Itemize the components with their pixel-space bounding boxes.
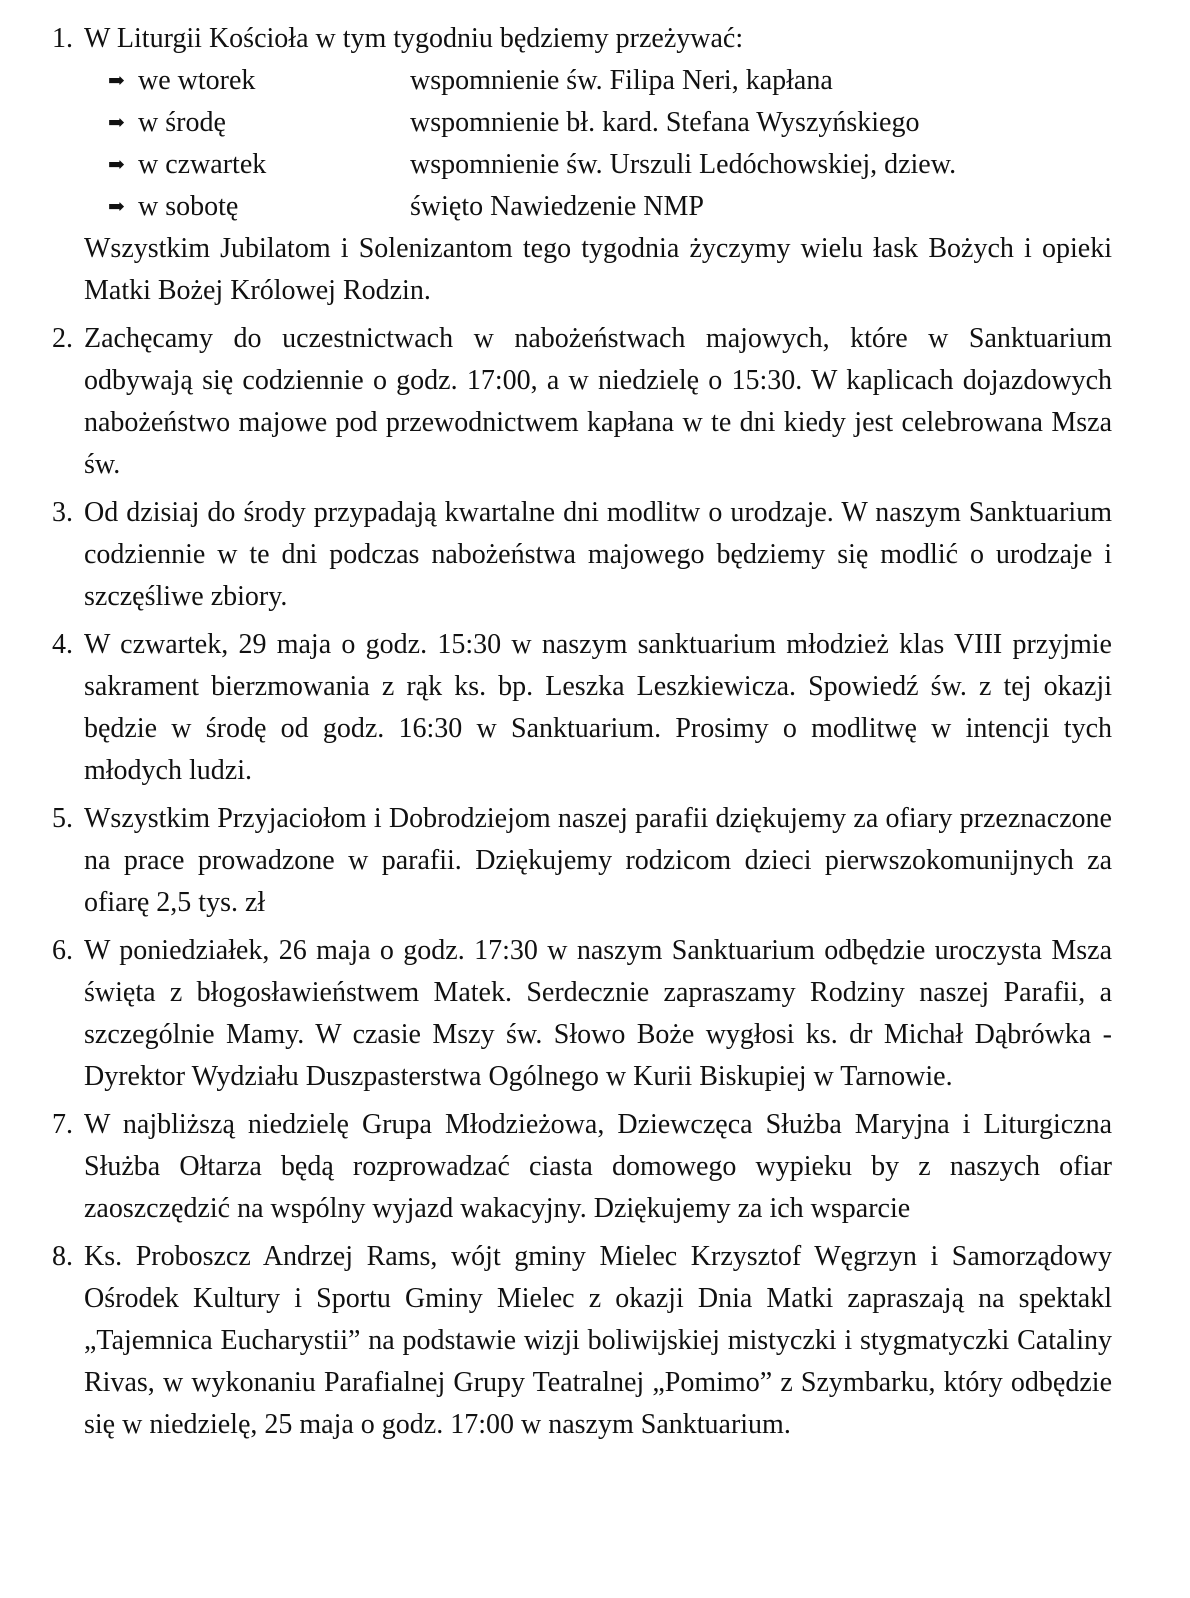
announcement-item-1	[0, 18, 1190, 312]
item-number: 6.	[52, 935, 73, 966]
day-label: we wtorek	[138, 65, 256, 96]
right-arrow-icon: ➡	[108, 70, 125, 92]
announcement-item-2	[0, 318, 1190, 486]
announcement-item-4	[0, 624, 1190, 792]
day-label: w środę	[138, 107, 226, 138]
event-label: wspomnienie św. Urszuli Ledóchowskiej, dziew.	[410, 149, 957, 180]
right-arrow-icon: ➡	[108, 112, 125, 134]
item-text: W czwartek, 29 maja o godz. 15:30 w naszym sanktuarium młodzież klas VIII przyjmie sakrament bierzmowania z rąk ks. bp. Leszka Leszkiewicza. Spowiedź św. z tej okazji będzie w środę od godz. 16:30 w Sanktuarium. Prosimy o modlitwę w intencji tych młodych ludzi.	[84, 629, 1112, 786]
announcement-item-5	[0, 798, 1190, 924]
item-number: 8.	[52, 1241, 73, 1272]
announcement-item-6	[0, 930, 1190, 1098]
announcement-item-7	[0, 1104, 1190, 1230]
item-text: Wszystkim Przyjaciołom i Dobrodziejom naszej parafii dziękujemy za ofiary przeznaczone na prace prowadzone w parafii. Dziękujemy rodzicom dzieci pierwszokomunijnych za ofiarę 2,5 tys. zł	[84, 803, 1112, 918]
item-text: W poniedziałek, 26 maja o godz. 17:30 w naszym Sanktuarium odbędzie uroczysta Msza święta z błogosławieństwem Matek. Serdecznie zapraszamy Rodziny naszej Parafii, a szczególnie Mamy. W czasie Mszy św. Słowo Boże wygłosi ks. dr Michał Dąbrówka - Dyrektor Wydziału Duszpasterstwa Ogólnego w Kurii Biskupiej w Tarnowie.	[84, 935, 1112, 1092]
announcements-document	[0, 18, 1190, 1452]
day-label: w czwartek	[138, 149, 267, 180]
event-label: święto Nawiedzenie NMP	[410, 191, 704, 222]
liturgy-day-row	[0, 186, 1190, 228]
item-text: Od dzisiaj do środy przypadają kwartalne dni modlitw o urodzaje. W naszym Sanktuarium codziennie w te dni podczas nabożeństwa majowego będziemy się modlić o urodzaje i szczęśliwe zbiory.	[84, 497, 1112, 612]
item-number: 3.	[52, 497, 73, 528]
item-number: 7.	[52, 1109, 73, 1140]
item-text: W najbliższą niedzielę Grupa Młodzieżowa, Dziewczęca Służba Maryjna i Liturgiczna Służba Ołtarza będą rozprowadzać ciasta domowego wypieku by z naszych ofiar zaoszczędzić na wspólny wyjazd wakacyjny. Dziękujemy za ich wsparcie	[84, 1109, 1112, 1224]
item-number: 5.	[52, 803, 73, 834]
item-text: Wszystkim Jubilatom i Solenizantom tego tygodnia życzymy wielu łask Bożych i opieki Matki Bożej Królowej Rodzin.	[84, 233, 1112, 306]
item-number: 4.	[52, 629, 73, 660]
day-label: w sobotę	[138, 191, 239, 222]
right-arrow-icon: ➡	[108, 196, 125, 218]
item-text: Zachęcamy do uczestnictwach w nabożeństwach majowych, które w Sanktuarium odbywają się codziennie o godz. 17:00, a w niedzielę o 15:30. W kaplicach dojazdowych nabożeństwo majowe pod przewodnictwem kapłana w te dni kiedy jest celebrowana Msza św.	[84, 323, 1112, 480]
event-label: wspomnienie św. Filipa Neri, kapłana	[410, 65, 833, 96]
liturgy-days-list	[0, 60, 1190, 228]
item-number: 2.	[52, 323, 73, 354]
liturgy-day-row	[0, 60, 1190, 102]
liturgy-day-row	[0, 102, 1190, 144]
event-label: wspomnienie bł. kard. Stefana Wyszyńskiego	[410, 107, 920, 138]
announcement-item-8	[0, 1236, 1190, 1446]
announcement-item-3	[0, 492, 1190, 618]
liturgy-day-row	[0, 144, 1190, 186]
right-arrow-icon: ➡	[108, 154, 125, 176]
item-number: 1.	[52, 23, 73, 54]
item-text: Ks. Proboszcz Andrzej Rams, wójt gminy Mielec Krzysztof Węgrzyn i Samorządowy Ośrodek Kultury i Sportu Gminy Mielec z okazji Dnia Matki zapraszają na spektakl „Tajemnica Eucharystii” na podstawie wizji boliwijskiej mistyczki i stygmatyczki Cataliny Rivas, w wykonaniu Parafialnej Grupy Teatralnej „Pomimo” z Szymbarku, który odbędzie się w niedzielę, 25 maja o godz. 17:00 w naszym Sanktuarium.	[84, 1241, 1112, 1440]
item-intro: W Liturgii Kościoła w tym tygodniu będziemy przeżywać:	[84, 23, 744, 54]
